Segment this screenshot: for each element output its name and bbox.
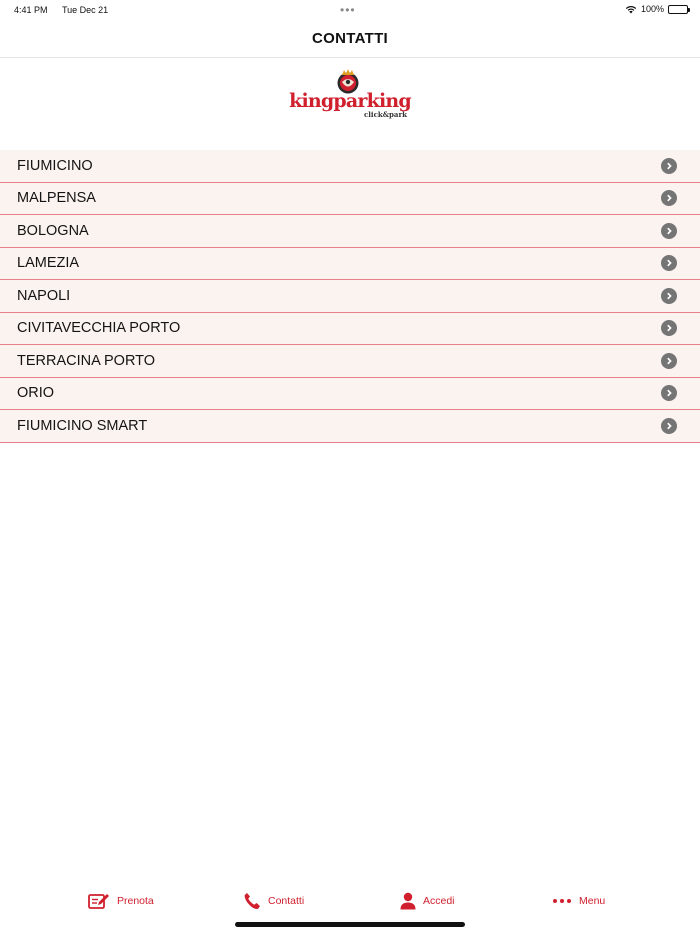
location-item-bologna[interactable] bbox=[0, 215, 700, 248]
user-icon bbox=[400, 892, 416, 910]
location-label: BOLOGNA bbox=[17, 222, 89, 239]
chevron-right-icon bbox=[661, 223, 677, 239]
chevron-right-icon bbox=[661, 288, 677, 304]
status-time: 4:41 PM bbox=[14, 5, 48, 15]
chevron-right-icon bbox=[661, 320, 677, 336]
chevron-right-icon bbox=[661, 385, 677, 401]
status-indicators bbox=[625, 4, 688, 14]
tab-contatti-label: Contatti bbox=[268, 895, 305, 907]
location-label: LAMEZIA bbox=[17, 255, 80, 272]
location-item-civitavecchia-porto[interactable] bbox=[0, 313, 700, 346]
location-label: FIUMICINO SMART bbox=[17, 417, 148, 434]
location-label: FIUMICINO bbox=[17, 157, 93, 174]
location-label: NAPOLI bbox=[17, 287, 71, 304]
multitasking-dots-icon[interactable]: ••• bbox=[340, 3, 356, 17]
status-bar bbox=[0, 0, 700, 20]
page-title: CONTATTI bbox=[312, 30, 388, 47]
location-label: CIVITAVECCHIA PORTO bbox=[17, 320, 181, 337]
tab-accedi[interactable] bbox=[400, 892, 455, 910]
chevron-right-icon bbox=[661, 353, 677, 369]
tab-prenota[interactable] bbox=[88, 892, 154, 910]
wifi-icon bbox=[625, 5, 637, 14]
home-indicator[interactable] bbox=[235, 922, 465, 927]
chevron-right-icon bbox=[661, 255, 677, 271]
battery-icon bbox=[668, 5, 688, 14]
chevron-right-icon bbox=[661, 418, 677, 434]
logo-tagline: click&park bbox=[364, 110, 407, 119]
locations-list bbox=[0, 150, 700, 443]
chevron-right-icon bbox=[661, 190, 677, 206]
tab-accedi-label: Accedi bbox=[423, 895, 455, 907]
location-item-fiumicino-smart[interactable] bbox=[0, 410, 700, 443]
location-item-terracina-porto[interactable] bbox=[0, 345, 700, 378]
location-label: ORIO bbox=[17, 385, 55, 402]
navigation-bar bbox=[0, 20, 700, 58]
tab-menu-label: Menu bbox=[579, 895, 606, 907]
location-item-napoli[interactable] bbox=[0, 280, 700, 313]
location-item-lamezia[interactable] bbox=[0, 248, 700, 281]
tab-contatti[interactable] bbox=[243, 892, 304, 910]
tab-menu[interactable] bbox=[552, 892, 605, 910]
status-date: Tue Dec 21 bbox=[62, 5, 109, 15]
phone-icon bbox=[243, 892, 261, 910]
chevron-right-icon bbox=[661, 158, 677, 174]
more-dots-icon bbox=[552, 892, 572, 910]
kingparking-logo bbox=[285, 66, 415, 124]
location-label: TERRACINA PORTO bbox=[17, 352, 156, 369]
location-item-malpensa[interactable] bbox=[0, 183, 700, 216]
tab-bar bbox=[0, 884, 700, 934]
location-item-fiumicino[interactable] bbox=[0, 150, 700, 183]
logo-wordmark: kingparking bbox=[289, 90, 411, 112]
edit-form-icon bbox=[88, 892, 110, 910]
location-label: MALPENSA bbox=[17, 190, 96, 207]
location-item-orio[interactable] bbox=[0, 378, 700, 411]
battery-percentage: 100% bbox=[640, 4, 664, 14]
tab-prenota-label: Prenota bbox=[117, 895, 154, 907]
